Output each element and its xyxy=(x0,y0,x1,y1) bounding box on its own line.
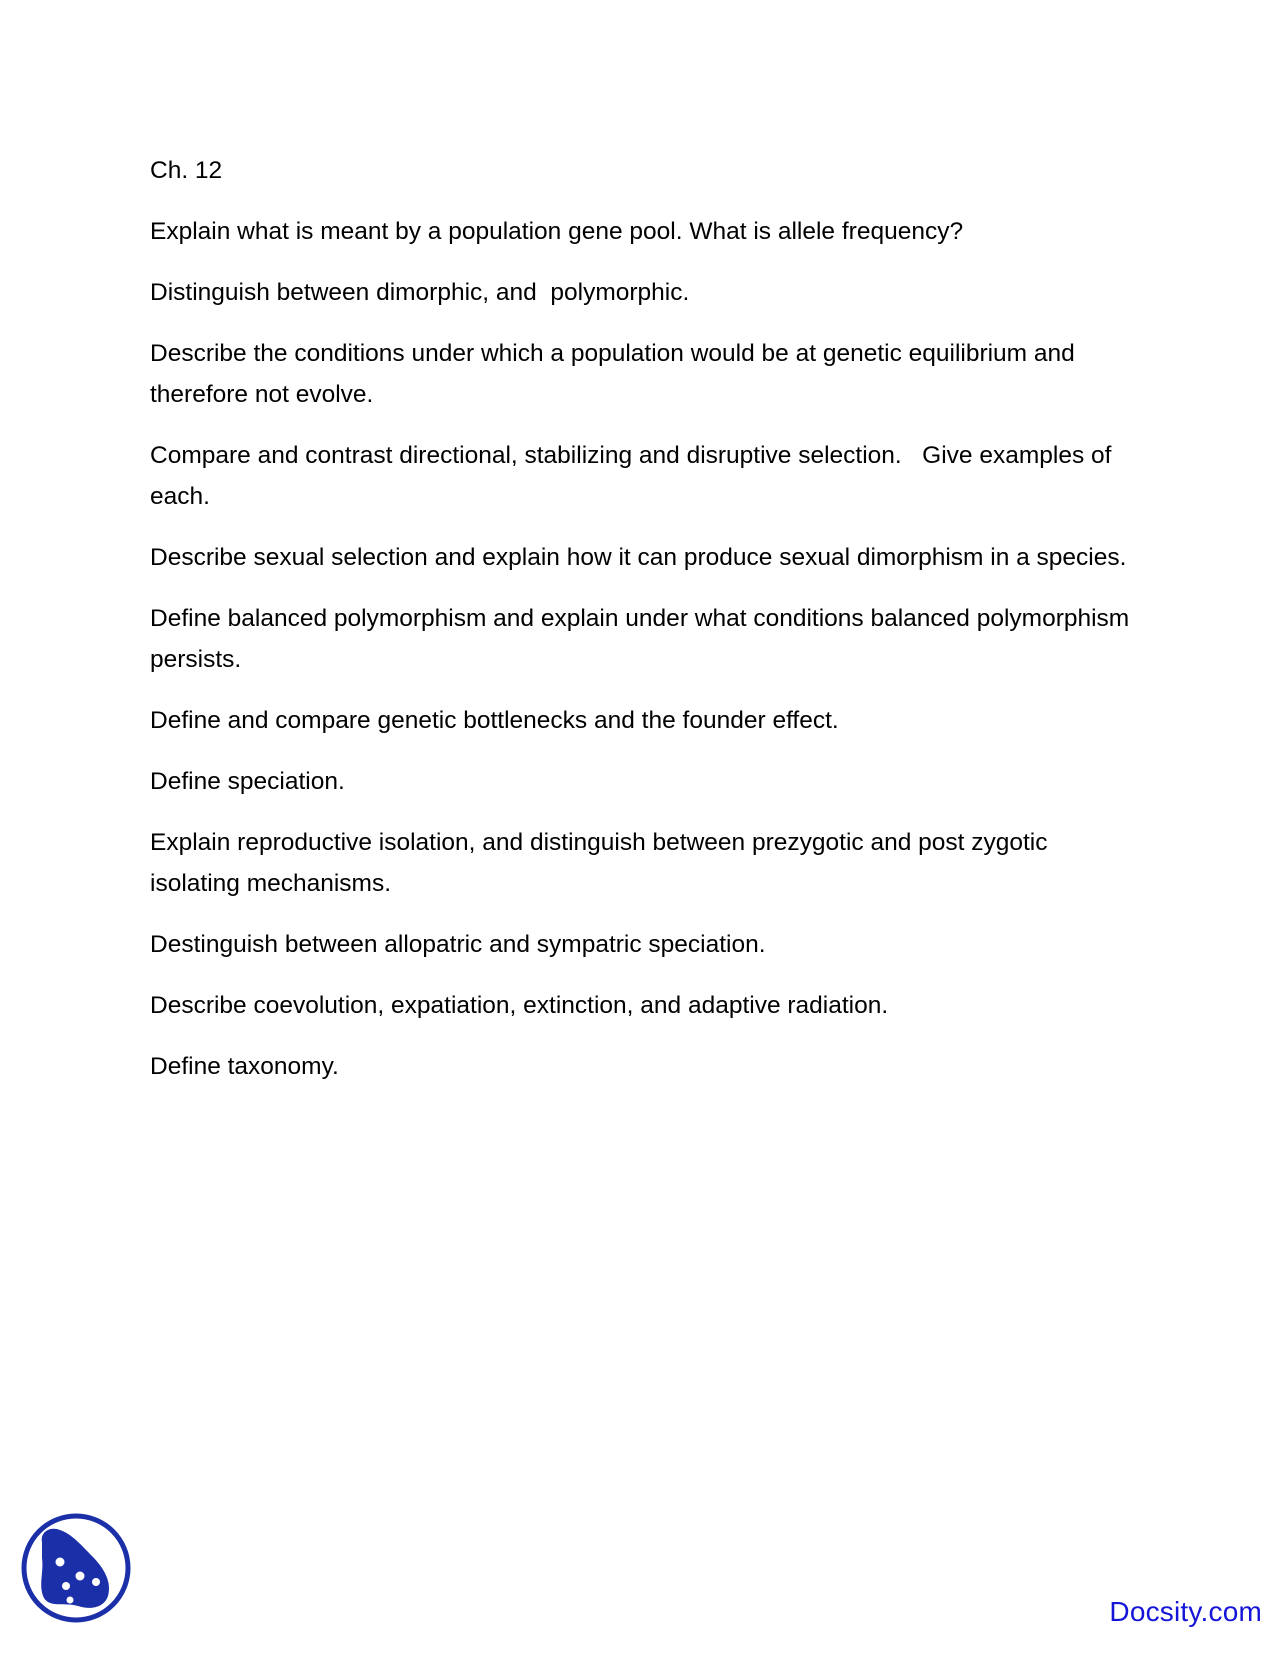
question-item: Explain reproductive isolation, and distinguish between prezygotic and post zygotic isolating mechanisms. xyxy=(150,829,1055,897)
question-item: Compare and contrast directional, stabilizing and disruptive selection. Give examples of each. xyxy=(150,442,1119,510)
question-item: Explain what is meant by a population gene pool. What is allele frequency? xyxy=(150,218,964,245)
question-item: Define and compare genetic bottlenecks and the founder effect. xyxy=(150,707,839,734)
question-item: Define speciation. xyxy=(150,768,345,795)
question-item: Describe sexual selection and explain how it can produce sexual dimorphism in a species. xyxy=(150,544,1127,571)
question-item: Describe the conditions under which a population would be at genetic equilibrium and therefore not evolve. xyxy=(150,340,1082,408)
docsity-logo-svg xyxy=(20,1512,132,1624)
logo-dot xyxy=(76,1572,85,1581)
logo-dot xyxy=(92,1578,100,1586)
chapter-heading: Ch. 12 xyxy=(150,157,223,184)
question-item: Define taxonomy. xyxy=(150,1053,339,1080)
document-page xyxy=(150,150,1140,1107)
question-item: Destinguish between allopatric and sympatric speciation. xyxy=(150,931,766,958)
question-item: Describe coevolution, expatiation, extinction, and adaptive radiation. xyxy=(150,992,889,1019)
question-item: Distinguish between dimorphic, and polymorphic. xyxy=(150,279,690,306)
logo-dot xyxy=(67,1597,74,1604)
logo-dot xyxy=(56,1558,65,1567)
docsity-logo-icon[interactable] xyxy=(20,1512,132,1624)
question-list xyxy=(150,211,1140,1087)
docsity-watermark-link[interactable]: Docsity.com xyxy=(1109,1596,1262,1627)
logo-dot xyxy=(62,1582,70,1590)
question-item: Define balanced polymorphism and explain under what conditions balanced polymorphism persists. xyxy=(150,605,1137,673)
